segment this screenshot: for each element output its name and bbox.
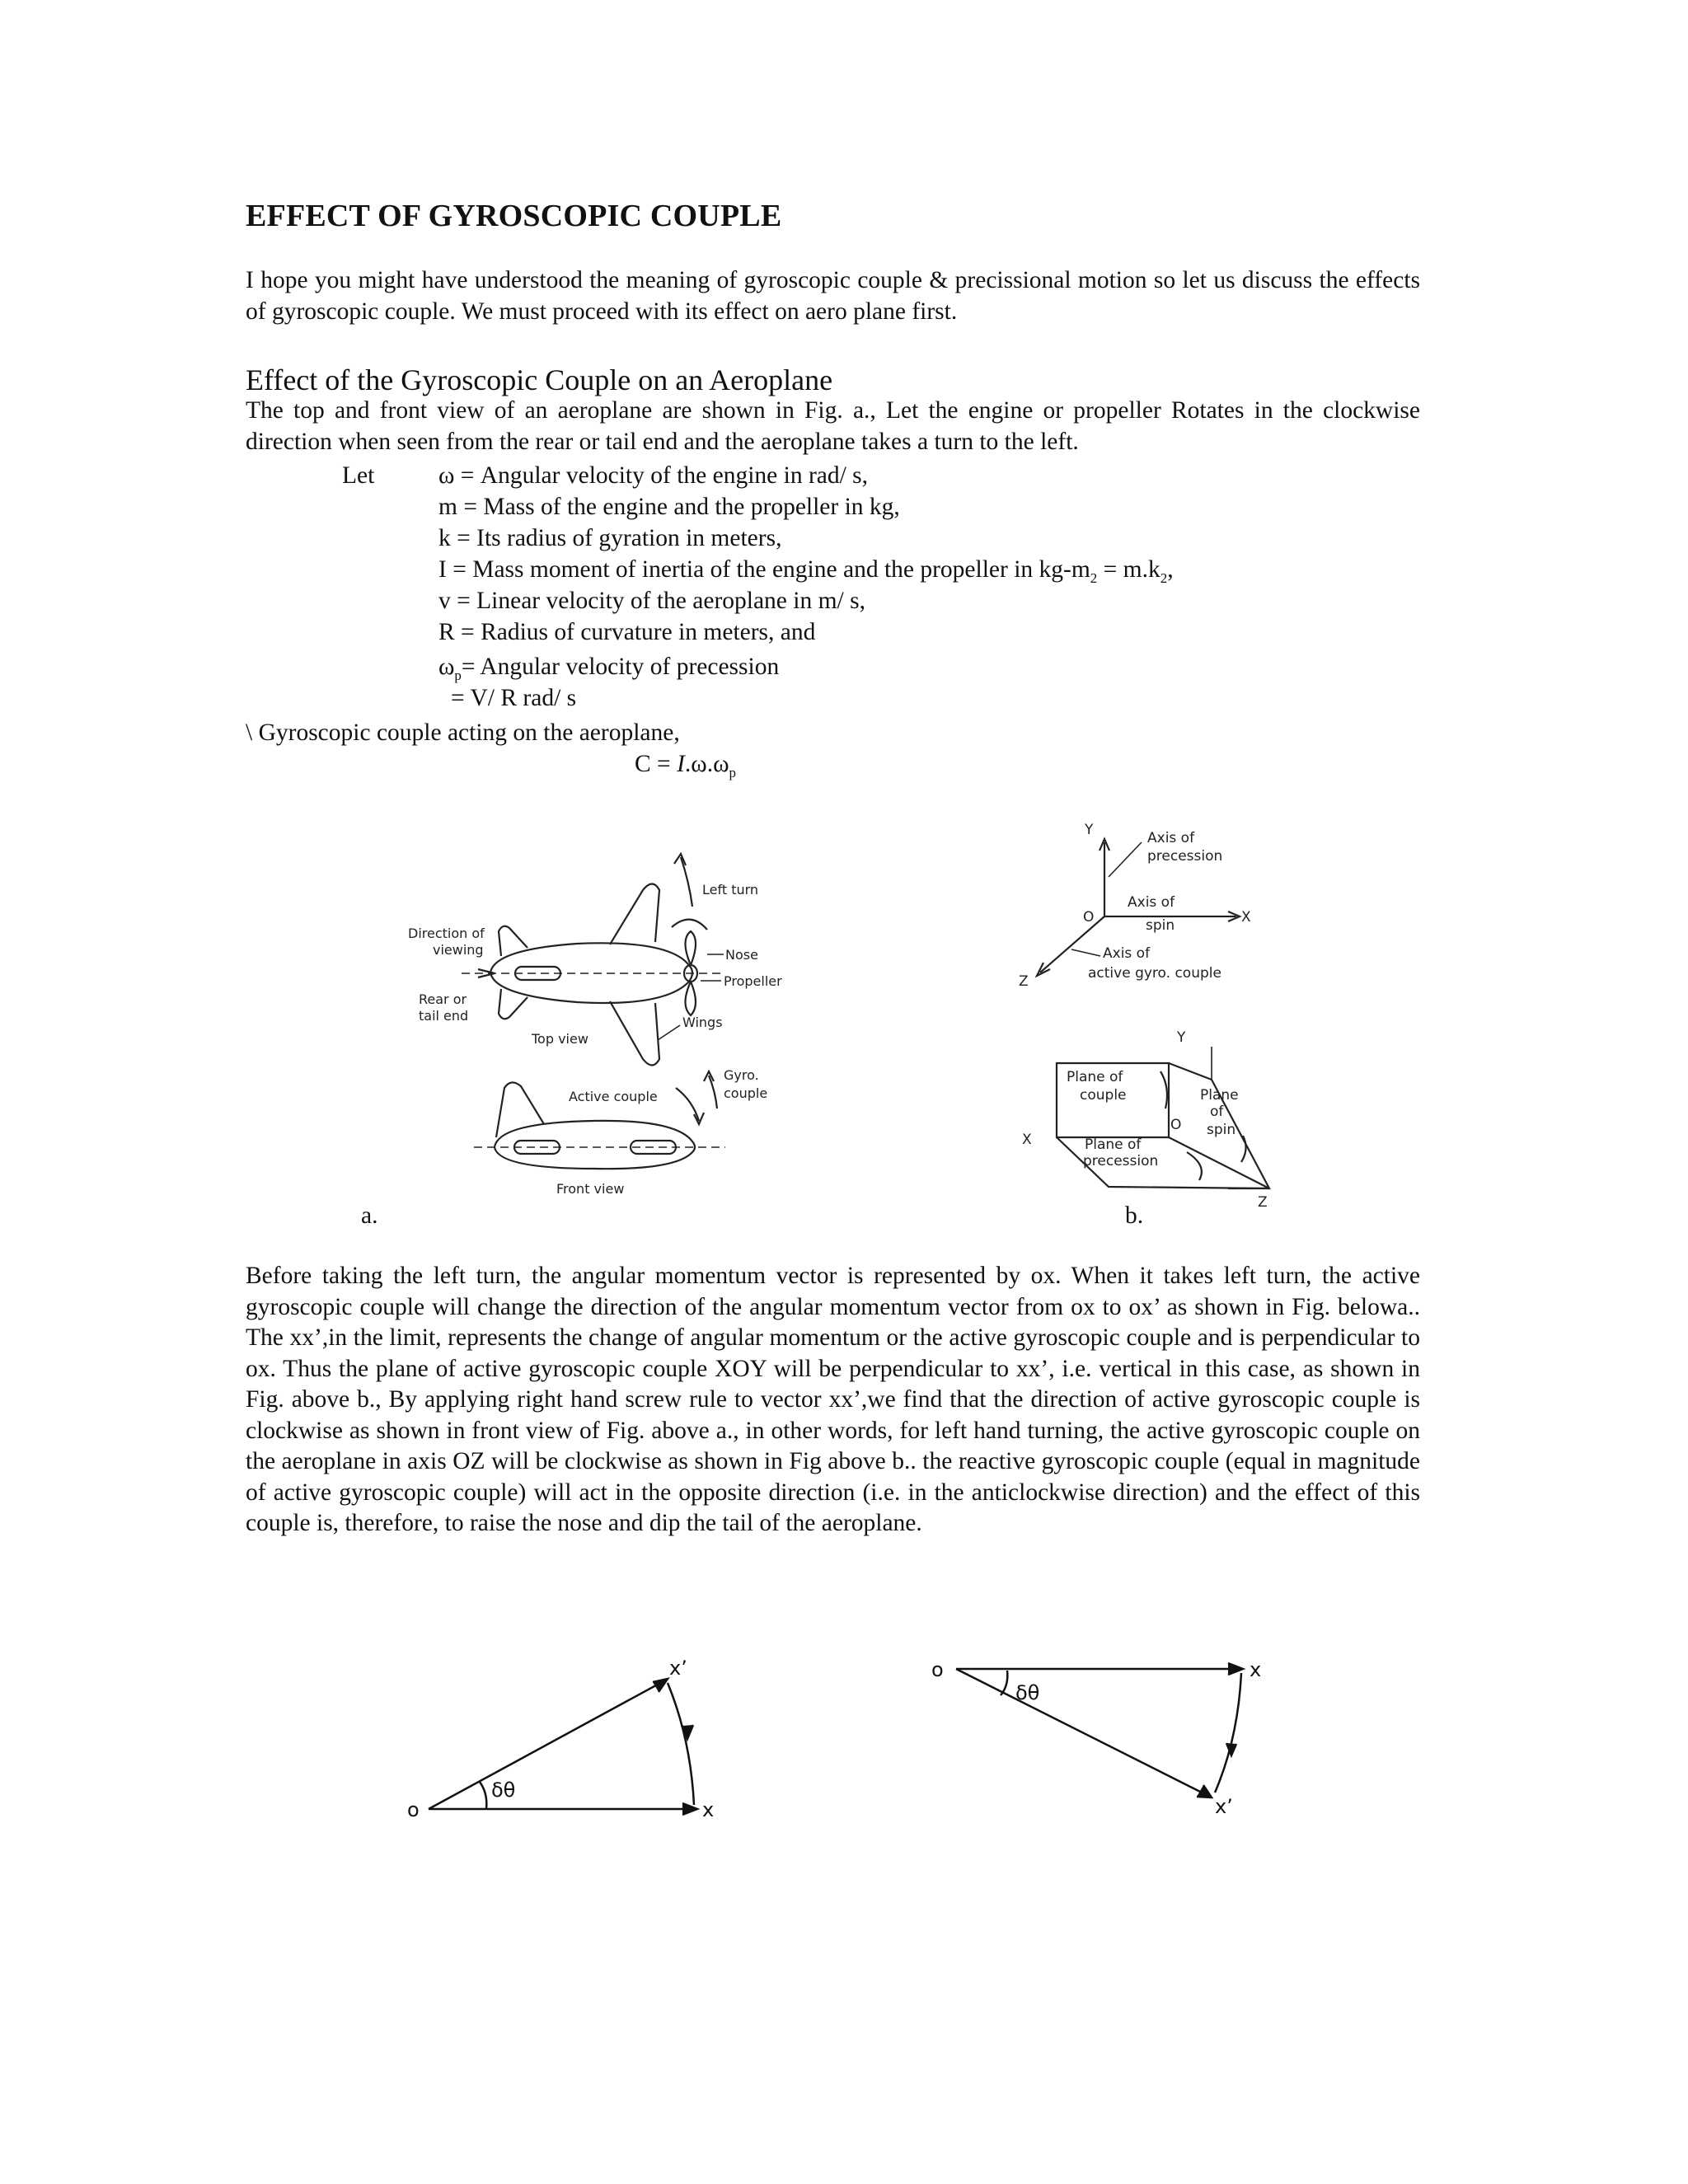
definition-inertia-sup1: 2: [1090, 569, 1098, 586]
intro-text: I hope you might have understood the meaning of gyroscopic couple & precissional motion so let us discuss the effects of gyroscopic couple. We must proceed with its effect on aero plane first.: [246, 267, 1420, 325]
definition-radius-curvature: R = Radius of curvature in meters, and: [438, 619, 816, 645]
formula-inertia: I: [677, 751, 685, 777]
label-top-view: Top view: [532, 1031, 588, 1047]
formula-rest: .ω.ω: [684, 751, 729, 777]
explanation-text: Before taking the left turn, the angular momentum vector is represented by ox. When it takes left turn, the active gyroscopic couple will change the direction of the angular momentum vector from ox to ox’ as shown in Fig. belowa.. The xx’,in the limit, represents the change of angular momentum or the active gyroscopic couple and is perpendicular to ox. Thus the plane of active gyroscopic couple XOY will be perpendicular to xx’, i.e. vertical in this case, as shown in Fig. above b., By applying right hand screw rule to vector xx’,we find that the direction of active gyroscopic couple is clockwise as shown in front view of Fig. above a., in other words, for left hand turning, the active gyroscopic couple on the aeroplane in axis OZ will be clockwise as shown in Fig above b.. the reactive gyroscopic couple (equal in magnitude of active gyroscopic couple) will act in the opposite direction (i.e. in the anticlockwise direction) and the effect of this couple is, therefore, to raise the nose and dip the tail of the aeroplane.: [246, 1263, 1420, 1536]
label-y2: Y: [1177, 1029, 1186, 1046]
label-front-view: Front view: [556, 1181, 625, 1197]
label-plane-of-spin-3: spin: [1207, 1122, 1236, 1138]
vector-left-oxp: [429, 1681, 663, 1809]
definition-inertia-sup2: 2: [1160, 569, 1168, 586]
definition-precession-sub: p: [454, 667, 462, 683]
definition-precession-text: = Angular velocity of precession: [461, 654, 780, 680]
vector-right-xp: x’: [1215, 1795, 1233, 1818]
label-left-turn: Left turn: [702, 882, 759, 898]
definition-omega: ω = Angular velocity of the engine in rad/ s,: [438, 462, 869, 489]
vector-left-x: x: [702, 1798, 715, 1821]
label-plane-of-precession-1: Plane of: [1085, 1137, 1142, 1153]
label-plane-of-precession-2: precession: [1083, 1153, 1159, 1169]
vector-right-angle: δθ: [1015, 1681, 1040, 1704]
vector-left-angle-arc: [480, 1782, 486, 1809]
definition-inertia-text: I = Mass moment of inertia of the engine and the propeller in kg-m: [438, 556, 1090, 583]
label-wings: Wings: [682, 1015, 723, 1030]
label-propeller: Propeller: [724, 973, 782, 989]
label-axis-of-active-1: Axis of: [1103, 945, 1151, 962]
page-title: EFFECT OF GYROSCOPIC COUPLE: [246, 199, 782, 233]
label-viewing: viewing: [433, 942, 484, 958]
label-plane-of-couple-1: Plane of: [1067, 1069, 1123, 1085]
definition-velocity: v = Linear velocity of the aeroplane in m/ s,: [438, 588, 865, 614]
label-plane-of-spin-2: of: [1210, 1104, 1224, 1120]
label-tail: tail end: [419, 1008, 469, 1024]
vector-left-arc: [668, 1683, 694, 1805]
label-axis-of-spin-2: spin: [1146, 917, 1175, 934]
figure-b-caption: b.: [1125, 1202, 1144, 1229]
label-axis-of-active-2: active gyro. couple: [1088, 965, 1221, 982]
definition-mass: m = Mass of the engine and the propeller in kg,: [438, 494, 900, 520]
therefore-symbol: \: [246, 719, 253, 746]
label-plane-of-spin-1: Plane: [1200, 1087, 1239, 1104]
label-active-couple: Active couple: [569, 1089, 658, 1104]
section-text: The top and front view of an aeroplane are shown in Fig. a., Let the engine or propeller Rotates in the clockwise direction when seen from the rear or tail end and the aeroplane takes a turn to the left.: [246, 397, 1420, 455]
vector-right-oxp: [956, 1669, 1210, 1797]
formula-sub: p: [729, 764, 736, 780]
label-direction: Direction of: [408, 926, 485, 941]
definition-precession-formula: = V/ R rad/ s: [451, 685, 577, 711]
label-o2: O: [1170, 1117, 1182, 1133]
label-axis-of-spin-1: Axis of: [1128, 894, 1175, 911]
gyro-couple-text: Gyroscopic couple acting on the aeroplane,: [252, 719, 680, 746]
label-axis-of-precession-1: Axis of: [1147, 830, 1195, 846]
label-o: O: [1083, 909, 1095, 926]
label-z: Z: [1019, 973, 1029, 990]
figure-a-caption: a.: [361, 1202, 378, 1229]
label-rear: Rear or: [419, 991, 467, 1007]
label-x2: X: [1022, 1132, 1032, 1148]
section-heading: Effect of the Gyroscopic Couple on an Aeroplane: [246, 363, 833, 396]
label-x: X: [1241, 909, 1251, 926]
let-label: Let: [342, 462, 375, 489]
vector-left-xp: x’: [669, 1657, 687, 1680]
definition-radius-gyration: k = Its radius of gyration in meters,: [438, 525, 782, 551]
vector-right-arc: [1215, 1673, 1241, 1793]
vector-left-o: o: [407, 1798, 420, 1821]
vector-left-angle: δθ: [491, 1779, 516, 1802]
label-plane-of-couple-2: couple: [1080, 1087, 1127, 1104]
vector-right-o: o: [931, 1658, 944, 1681]
definition-precession-symbol: ω: [438, 654, 455, 680]
definition-inertia-tail: = m.k: [1097, 556, 1160, 583]
label-nose: Nose: [725, 947, 758, 963]
label-axis-of-precession-2: precession: [1147, 848, 1223, 865]
vector-right-x: x: [1250, 1658, 1262, 1681]
label-gyro: Gyro.: [724, 1067, 759, 1083]
definition-inertia-end: ,: [1167, 556, 1174, 583]
label-y: Y: [1085, 822, 1094, 838]
formula-lhs: C =: [635, 751, 678, 777]
label-z2: Z: [1258, 1194, 1268, 1211]
label-couple: couple: [724, 1085, 768, 1101]
